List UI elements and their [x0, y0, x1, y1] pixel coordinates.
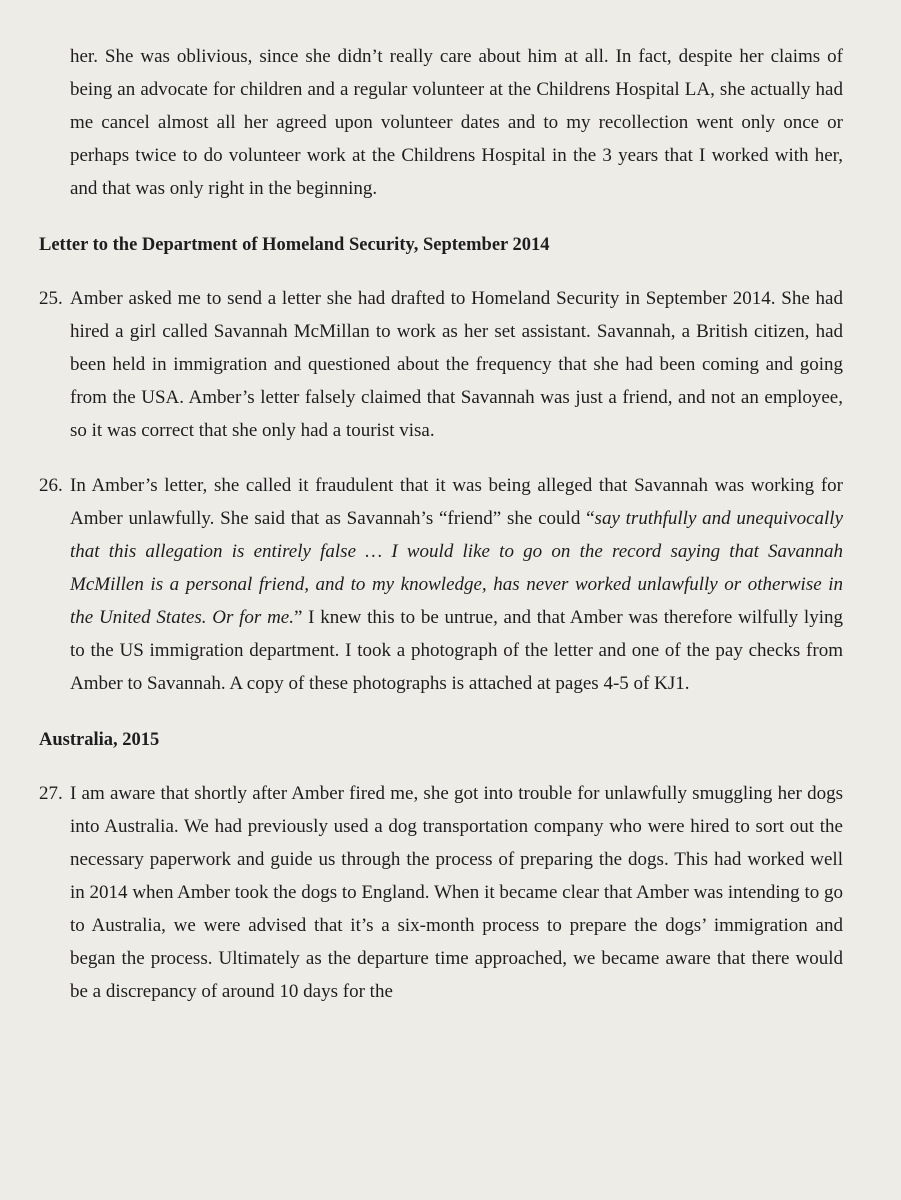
quoted-letter-text: say truthfully and unequivocally that this allegation is entirely false … I would like to go on the record saying that Savannah McMillen is a personal friend, and to my knowledge, has never worked unlawfully or otherwise in the United States. Or for me.: [70, 508, 843, 628]
paragraph-number: 25.: [39, 288, 63, 309]
paragraph-27: [39, 777, 843, 1008]
paragraph-text: I am aware that shortly after Amber fired me, she got into trouble for unlawfully smuggling her dogs into Australia. We had previously used a dog transportation company who were hired to sort out the necessary paperwork and guide us through the process of preparing the dogs. This had worked well in 2014 when Amber took the dogs to England. When it became clear that Amber was intending to go to Australia, we were advised that it’s a six-month process to prepare the dogs’ immigration and began the process. Ultimately as the departure time approached, we became aware that there would be a discrepancy of around 10 days for the: [70, 783, 843, 1002]
section-heading-australia: Australia, 2015: [39, 730, 160, 750]
paragraph-26: [39, 469, 843, 700]
paragraph-text-a: In Amber’s letter, she called it fraudulent that it was being alleged that Savannah was working for Amber unlawfully. She said that as Savannah’s “friend” she could “: [70, 475, 843, 529]
intro-paragraph: her. She was oblivious, since she didn’t really care about him at all. In fact, despite her claims of being an advocate for children and a regular volunteer at the Childrens Hospital LA, she actually had me cancel almost all her agreed upon volunteer dates and to my recollection went only once or perhaps twice to do volunteer work at the Childrens Hospital in the 3 years that I worked with her, and that was only right in the beginning.: [70, 46, 843, 199]
paragraph-number: 27.: [39, 783, 63, 804]
paragraph-25: [39, 282, 843, 447]
section-heading-homeland-security: Letter to the Department of Homeland Security, September 2014: [39, 235, 550, 255]
paragraph-number: 26.: [39, 475, 63, 496]
paragraph-text: Amber asked me to send a letter she had drafted to Homeland Security in September 2014. She had hired a girl called Savannah McMillan to work as her set assistant. Savannah, a British citizen, had been held in immigration and questioned about the frequency that she had been coming and going from the USA. Amber’s letter falsely claimed that Savannah was just a friend, and not an employee, so it was correct that she only had a tourist visa.: [70, 288, 843, 441]
paragraph-text-b: ” I knew this to be untrue, and that Amber was therefore wilfully lying to the US immigration department. I took a photograph of the letter and one of the pay checks from Amber to Savannah. A copy of these photographs is attached at pages 4-5 of KJ1.: [70, 607, 843, 694]
